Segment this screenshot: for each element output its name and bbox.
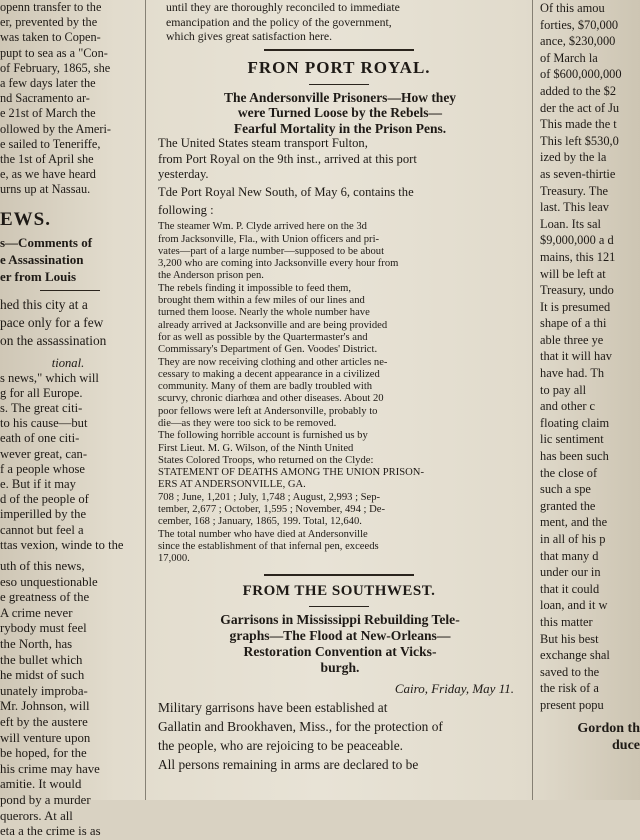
text-line: Military garrisons have been established at	[158, 699, 388, 715]
text-line: loan, and it w	[540, 598, 608, 613]
text-line: cannot but feel a	[0, 522, 84, 537]
left-subtitle: tional.	[51, 355, 85, 370]
text-line: s news," which will	[0, 370, 99, 385]
text-line: brought them within a few miles of our lines and	[158, 295, 365, 307]
text-line: able three ye	[540, 332, 604, 347]
subhead-line: Garrisons in Mississippi Rebuilding Tele-	[220, 611, 460, 627]
text-line: on the assassination	[0, 332, 107, 348]
text-line: This left $530,0	[540, 133, 619, 148]
text-line: First Lieut. M. G. Wilson, of the Ninth United	[158, 442, 354, 454]
text-line: ttas vexion, winde to the	[0, 537, 124, 552]
text-line: present popu	[540, 697, 604, 712]
text-line: cember, 168 ; January, 1865, 199. Total, 12,640.	[158, 516, 362, 528]
text-line: turned them loose. Nearly the whole number have	[158, 307, 370, 319]
text-line: d of the people of	[0, 492, 89, 507]
text-line: 3,200 who are coming into Jacksonville every hour from	[158, 258, 399, 270]
text-line: f a people whose	[0, 461, 85, 476]
text-line: rybody must feel	[0, 621, 87, 636]
article-intro-port-royal	[150, 185, 528, 218]
left-column	[0, 0, 140, 839]
left-body-b	[0, 371, 140, 553]
text-line: was taken to Copen-	[0, 30, 101, 45]
heading-divider	[309, 84, 369, 85]
text-line: will venture upon	[0, 730, 91, 745]
text-line: vates—part of a large number—supposed to be about	[158, 245, 385, 257]
text-line: er, prevented by the	[0, 15, 98, 30]
text-line: from Jacksonville, Fla., with Union officers and pri-	[158, 233, 380, 245]
text-line: uth of this news,	[0, 559, 85, 574]
text-line: g for all Europe.	[0, 385, 83, 400]
text-line: e greatness of the	[0, 590, 90, 605]
text-line: saved to the	[540, 664, 600, 679]
left-body-c	[0, 559, 140, 840]
article-heading-southwest: FROM THE SOUTHWEST.	[242, 582, 436, 599]
text-line: eft by the austere	[0, 715, 88, 730]
subhead-line: Restoration Convention at Vicks-	[243, 643, 437, 659]
text-line: have had. Th	[540, 366, 605, 381]
text-line: that it could	[540, 581, 600, 596]
right-text	[537, 0, 640, 714]
text-line: e, as we have heard	[0, 167, 96, 182]
subhead-line: The Andersonville Prisoners—How they	[223, 89, 457, 105]
text-line: eath of one citi-	[0, 431, 80, 446]
text-line: Of this amou	[540, 1, 605, 15]
subhead-line: were Turned Loose by the Rebels—	[237, 105, 443, 121]
right-column	[537, 0, 640, 800]
text-line: shape of a thi	[540, 316, 607, 331]
heading-line: Gordon th	[577, 720, 640, 736]
text-line: Treasury, undo	[540, 283, 614, 298]
article-subhead-southwest	[150, 612, 528, 676]
right-bottom-heading	[537, 720, 640, 754]
text-line: ance, $230,000	[540, 34, 616, 49]
text-line: The steamer Wm. P. Clyde arrived here on the 3d	[158, 221, 367, 233]
text-line: But his best	[540, 631, 599, 646]
article-port-royal	[150, 57, 528, 566]
text-line: has been such	[540, 449, 609, 464]
text-line: of March la	[540, 50, 598, 65]
text-line: Commissary's Department of Gen. Voodes' District.	[158, 344, 378, 356]
text-line: 17,000.	[158, 553, 190, 565]
text-line: scurvy, chronic diarhœa and other diseases. About 20	[158, 393, 384, 405]
text-line: imperilled by the	[0, 507, 87, 522]
left-divider	[40, 290, 100, 291]
text-line: ollowed by the Ameri-	[0, 121, 111, 136]
text-line: The rebels finding it impossible to feed them,	[158, 282, 351, 294]
middle-divider-mid	[264, 574, 414, 576]
text-line: e 21st of March the	[0, 106, 96, 121]
text-line: granted the	[540, 498, 596, 513]
text-line: last. This leav	[540, 200, 609, 215]
text-line: yesterday.	[158, 167, 209, 182]
text-line: Gallatin and Brookhaven, Miss., for the protection of	[158, 718, 443, 734]
text-line: to pay all	[540, 382, 587, 397]
text-line: querors. At all	[0, 808, 73, 823]
text-line: unately improba-	[0, 683, 88, 698]
text-line: They are now receiving clothing and other articles ne-	[158, 356, 388, 368]
subhead-line: Fearful Mortality in the Prison Pens.	[233, 120, 447, 136]
text-line: the 1st of April she	[0, 152, 94, 167]
article-subhead-port-royal	[150, 90, 528, 137]
text-line: this matter	[540, 614, 593, 629]
text-line: be hoped, for the	[0, 746, 87, 761]
text-line: which gives great satisfaction here.	[166, 29, 333, 44]
heading-divider-2	[309, 606, 369, 607]
text-line: will be left at	[540, 266, 606, 281]
text-line: from Port Royal on the 9th inst., arrived at this port	[158, 151, 417, 166]
article-dateline: Cairo, Friday, May 11.	[394, 680, 514, 696]
text-line: that it will hav	[540, 349, 612, 364]
text-line: eta a the crime is as	[0, 824, 101, 839]
text-line: e. But if it may	[0, 477, 76, 492]
text-line: of $600,000,000	[540, 67, 622, 82]
text-line: forties, $70,000	[540, 17, 619, 32]
text-line: e sailed to Teneriffe,	[0, 136, 101, 151]
text-line: STATEMENT OF DEATHS AMONG THE UNION PRISON-	[158, 467, 424, 479]
text-line: s. The great citi-	[0, 401, 83, 416]
text-line: Loan. Its sal	[540, 216, 601, 231]
column-rule-left	[145, 0, 146, 800]
middle-top-text	[150, 0, 528, 44]
subhead-line: er from Louis	[0, 268, 77, 284]
text-line: pupt to sea as a "Con-	[0, 45, 108, 60]
text-line: Mr. Johnson, will	[0, 699, 90, 714]
text-line: der the act of Ju	[540, 100, 620, 115]
text-line: and other c	[540, 399, 596, 414]
text-line: hed this city at a	[0, 296, 88, 312]
article-lead-port-royal	[150, 136, 528, 183]
text-line: emancipation and the policy of the government,	[166, 14, 392, 29]
text-line: States Colored Troops, who returned on the Clyde:	[158, 454, 374, 466]
text-line: for as well as possible by the Quartermaster's and	[158, 331, 368, 343]
text-line: until they are thoroughly reconciled to immediate	[166, 0, 400, 14]
left-top-text	[0, 0, 140, 198]
text-line: such a spe	[540, 482, 591, 497]
text-line: that many d	[540, 548, 599, 563]
heading-line: duce	[612, 737, 640, 753]
text-line: The United States steam transport Fulton,	[158, 136, 368, 151]
subhead-line: graphs—The Flood at New-Orleans—	[229, 627, 451, 643]
text-line: in all of his p	[540, 532, 606, 546]
text-line: pace only for a few	[0, 314, 104, 330]
left-subhead	[0, 234, 140, 285]
text-line: cessary to making a decent appearance in a civilized	[158, 368, 380, 380]
middle-divider-top	[264, 49, 414, 51]
text-line: mains, this 121	[540, 249, 616, 264]
text-line: eso unquestionable	[0, 574, 98, 589]
text-line: his crime may have	[0, 761, 100, 776]
text-line: The following horrible account is furnished us by	[158, 430, 368, 442]
text-line: amitie. It would	[0, 777, 82, 792]
text-line: It is presumed	[540, 299, 611, 314]
text-line: The total number who have died at Andersonville	[158, 528, 368, 540]
text-line: This made the t	[540, 117, 617, 132]
text-line: $9,000,000 a d	[540, 233, 614, 248]
text-line: following :	[158, 202, 214, 217]
text-line: openn transfer to the	[0, 0, 102, 14]
left-body-a	[0, 296, 140, 350]
article-southwest	[150, 581, 528, 774]
text-line: a few days later the	[0, 76, 96, 91]
text-line: the close of	[540, 465, 598, 480]
text-line: Treasury. The	[540, 183, 609, 198]
column-rule-right	[532, 0, 533, 800]
text-line: added to the $2	[540, 83, 617, 98]
text-line: the Anderson prison pen.	[158, 270, 264, 282]
text-line: A crime never	[0, 605, 73, 620]
text-line: nd Sacramento ar-	[0, 91, 90, 106]
left-section-heading: EWS.	[0, 208, 51, 230]
text-line: the North, has	[0, 637, 73, 652]
text-line: of February, 1865, she	[0, 60, 111, 75]
text-line: pond by a murder	[0, 792, 91, 807]
text-line: lic sentiment	[540, 432, 604, 447]
text-line: exchange shal	[540, 648, 610, 663]
article-heading-port-royal: FRON PORT ROYAL.	[247, 57, 431, 77]
article-body-southwest	[150, 698, 528, 774]
text-line: since the establishment of that infernal pen, exceeds	[158, 540, 379, 552]
text-line: ment, and the	[540, 515, 608, 530]
text-line: under our in	[540, 565, 601, 580]
text-line: to his cause—but	[0, 416, 88, 431]
text-line: urns up at Nassau.	[0, 182, 91, 197]
text-line: ized by the la	[540, 150, 607, 165]
text-line: wever great, can-	[0, 446, 88, 461]
middle-column	[150, 0, 528, 800]
subhead-line: burgh.	[320, 659, 360, 675]
text-line: floating claim	[540, 415, 610, 430]
text-line: the bullet which	[0, 652, 83, 667]
text-line: ERS AT ANDERSONVILLE, GA.	[158, 479, 306, 491]
text-line: die—as they were too sick to be removed.	[158, 418, 337, 429]
text-line: he midst of such	[0, 668, 85, 683]
text-line: as seven-thirtie	[540, 166, 616, 181]
article-body-port-royal	[150, 221, 528, 565]
text-line: tember, 2,677 ; October, 1,595 ; November, 494 ; De-	[158, 504, 386, 516]
text-line: community. Many of them are badly troubled with	[158, 381, 373, 393]
text-line: poor fellows were left at Andersonville, probably to	[158, 405, 378, 417]
text-line: the people, who are rejoicing to be peaceable.	[158, 737, 404, 753]
text-line: 708 ; June, 1,201 ; July, 1,748 ; August, 2,993 ; Sep-	[158, 491, 381, 503]
text-line: Tde Port Royal New South, of May 6, contains the	[158, 185, 414, 200]
text-line: All persons remaining in arms are declared to be	[158, 756, 419, 772]
subhead-line: e Assassination	[0, 251, 84, 267]
text-line: already arrived at Jacksonville and are being provided	[158, 319, 388, 331]
text-line: the risk of a	[540, 681, 599, 696]
subhead-line: s—Comments of	[0, 234, 93, 250]
